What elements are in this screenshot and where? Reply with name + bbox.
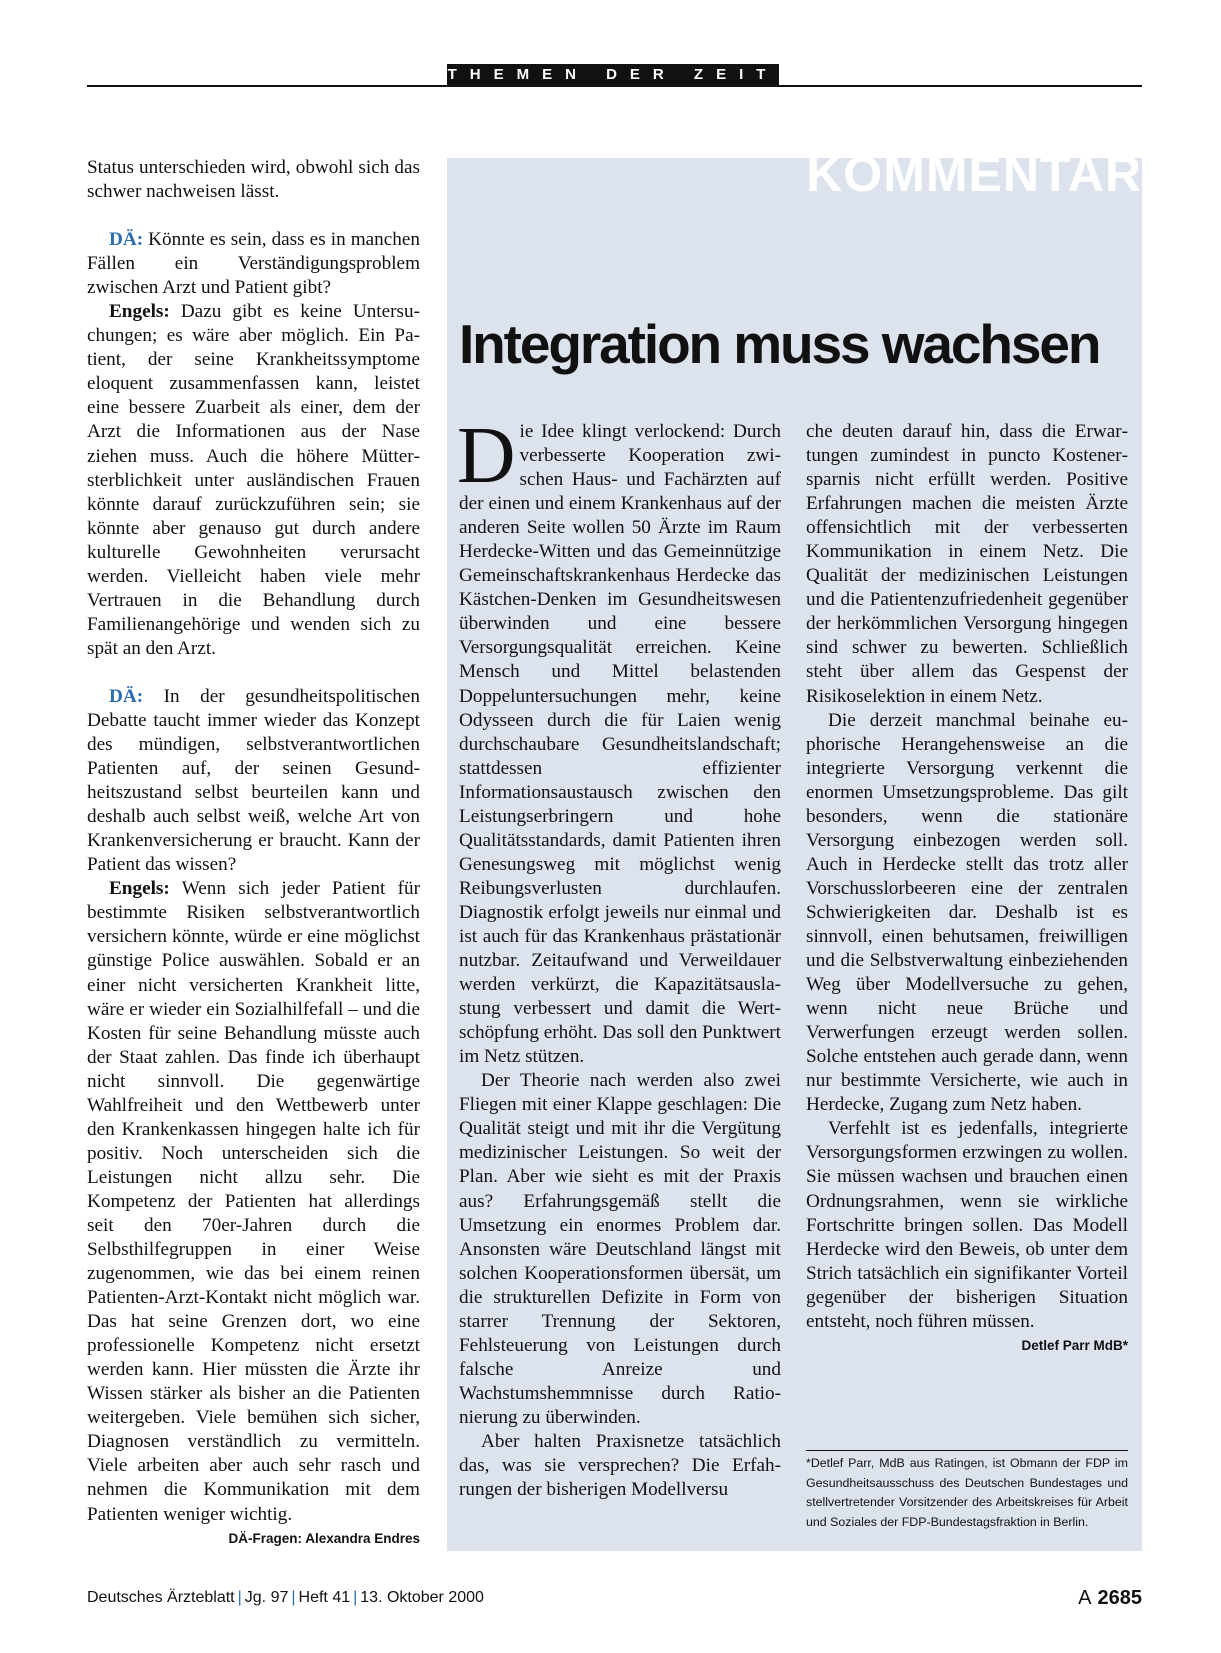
- page-footer: [87, 1586, 1142, 1610]
- commentary-paragraph: [457, 410, 781, 1069]
- interview-paragraph: [87, 228, 420, 300]
- interviewee-label: Engels:: [109, 301, 170, 323]
- commentary-paragraph: [806, 709, 1128, 1118]
- interview-paragraph: [87, 300, 420, 661]
- commentary-headline: Integration muss wachsen: [459, 313, 1100, 375]
- paragraph-text: Die derzeit manchmal beinahe euphorische Herangehensweise an die integrierte Versorgung verkennt die enormen Umsetzungsprobleme. Das gilt besonders, wenn die stationäre Versorgung einbezogen werden soll. Auch in Herdecke stellt das trotz aller Vorschusslorbeeren eine der zentralen Schwierigkeiten dar. Deshalb ist es sinnvoll, einen behutsamen, freiwilligen und die Selbstverwaltung einbeziehenden Weg über Modellversuche zu gehen, wenn nicht neue Brüche und Verwerfungen erzeugt werden sollen. Solche entstehen auch gerade dann, wenn nur bestimmte Versicherte, wie auch in Herdecke, Zugang zum Netz haben.: [806, 709, 1128, 1116]
- interviewer-label: DÄ:: [109, 685, 144, 707]
- commentary-paragraph: [459, 1430, 781, 1502]
- paragraph-text: Der Theorie nach werden also zwei Fliegen mit einer Klappe geschlagen: Die Qualität steigt und mit ihr die Vergütung medizinischer Leistungen. So weit der Plan. Aber wie sieht es mit der Praxis aus? Erfahrungsgemäß stellt die Umsetzung ein enormes Problem dar. Ansonsten wäre Deutschland längst mit solchen Kooperationsformen übersät, um die strukturellen Defizite in Form von starrer Trennung der Sektoren, Fehlsteuerung von Leistungen durch falsche Anreize und Wachstumshemmnisse durch Rationierung zu überwinden.: [459, 1070, 781, 1428]
- header-rule: [87, 85, 1142, 87]
- page-number: 2685: [1097, 1587, 1142, 1609]
- interview-paragraph: [87, 877, 420, 1546]
- section-header: THEMEN DER ZEIT: [447, 64, 779, 86]
- issue-date: 13. Oktober 2000: [360, 1589, 484, 1606]
- commentary-paragraph: [806, 1117, 1128, 1353]
- commentary-column-1: [457, 410, 781, 1502]
- interviewer-label: DÄ:: [109, 229, 144, 251]
- paragraph-text: ie Idee klingt verlockend: Durch verbesserte Kooperation zwischen Haus- und Fachärzten auf der einen und einem Krankenhaus auf der anderen Seite wollen 50 Ärzte im Raum Herdecke-Witten und das Gemeinnützige Gemeinschaftskrankenhaus Herdecke das Kästchen-Denken im Gesundheitswesen überwinden und eine bessere Versorgungsqualität erreichen. Keine Mensch und Mittel belastenden Doppeluntersuchungen mehr, keine Odysseen durch die für Laien wenig durchschaubare Gesundheitslandschaft; stattdessen effizienter Informationsaustausch zwischen den Leistungserbringern und hohe Qualitätsstandards, damit Patienten ihren Genesungsweg mit möglichst wenig Reibungsverlusten durchlaufen. Diagnostik erfolgt jeweils nur einmal und ist auch für das Krankenhaus prästationär nutzbar. Zeitaufwand und Verweildauer werden verkürzt, die Kapazitätsauslastung verbessert und damit die Wertschöpfung erhöht. Das soll den Punktwert im Netz stützen.: [459, 421, 781, 1068]
- paragraph-text: In der gesundheitspolitischen Debatte taucht immer wieder das Konzept des mündigen, selbstverantwortlichen Patienten auf, der seinen Gesundheitszustand selbst beurteilen kann und deshalb auch selbst weiß, welche Art von Krankenversicherung er braucht. Kann der Patient das wissen?: [87, 685, 420, 876]
- paragraph-text: Wenn sich jeder Patient für bestimmte Risiken selbstverantwortlich versichern könnte, würde er eine möglichst günstige Police auswählen. Sobald er an einer nicht versicherten Krankheit litte, wäre er wieder ein Sozialhilfefall – und die Kosten für seine Behandlung müsste auch der Staat zahlen. Das finde ich überhaupt nicht sinnvoll. Die gegenwärtige Wahlfreiheit und den Wettbewerb unter den Krankenkassen hingegen halte ich für positiv. Noch unterscheiden sich die Leistungen nicht allzu sehr. Die Kompetenz der Patienten hat allerdings seit den 70er-Jahren durch die Selbsthilfegruppen in einer Weise zugenommen, wie das bei einem reinen Patienten-Arzt-Kontakt nicht möglich war. Das hat seine Grenzen dort, wo eine professionelle Kompetenz nicht ersetzt werden kann. Hier müssten die Ärzte ihr Wissen stärker als bisher an die Patienten weitergeben. Viele bemühen sich sicher, Diagnosen verständlich zu vermitteln. Viele arbeiten aber auch sehr rasch und nehmen die Kommunikation mit dem Patienten weniger wichtig.: [87, 878, 420, 1525]
- journal-volume: Jg. 97: [244, 1589, 289, 1606]
- kommentar-kicker: KOMMENTAR: [806, 146, 1142, 202]
- interviewee-label: Engels:: [109, 878, 170, 900]
- drop-cap: D: [457, 410, 516, 500]
- footer-separator: |: [237, 1589, 242, 1606]
- author-signature: Detlef Parr MdB*: [1021, 1337, 1128, 1353]
- interview-credit: DÄ-Fragen: Alexandra Endres: [228, 1530, 420, 1546]
- footnote-rule: [806, 1450, 1128, 1451]
- commentary-column-2: [806, 420, 1128, 1358]
- footer-separator: |: [353, 1589, 358, 1606]
- journal-name: Deutsches Ärzteblatt: [87, 1589, 235, 1606]
- interview-paragraph: [87, 156, 420, 204]
- author-footnote: *Detlef Parr, MdB aus Ratingen, ist Obmann der FDP im Gesundheitsausschuss des Deutschen Bundestages und stellvertretender Vorsitzender des Arbeitskreises für Arbeit und Soziales der FDP-Bundestagsfraktion in Berlin.: [806, 1456, 1128, 1529]
- paragraph-text: Status unterschieden wird, obwohl sich das schwer nachweisen lässt.: [87, 157, 420, 203]
- page-prefix: A: [1078, 1587, 1092, 1609]
- commentary-paragraph: [459, 1069, 781, 1430]
- paragraph-text: Aber halten Praxisnetze tatsächlich das, was sie versprechen? Die Erfahrungen der bisherigen Modellversu: [459, 1430, 781, 1501]
- journal-issue: Heft 41: [298, 1589, 351, 1606]
- page-number-group: [1078, 1586, 1142, 1612]
- footer-separator: |: [291, 1589, 296, 1606]
- paragraph-text: che deuten darauf hin, dass die Erwartungen zumindest in puncto Kostenersparnis nicht erfüllt werden. Positive Erfahrungen machen die meisten Ärzte offensichtlich mit der verbesserten Kommunikation in einem Netz. Die Qualität der medizinischen Leistungen und die Patientenzufriedenheit gegenüber der herkömmlichen Versorgung hingegen sind schwer zu bewerten. Schließlich steht über allem das Gespenst der Risikoselektion in einem Netz.: [806, 421, 1128, 707]
- paragraph-text: Dazu gibt es keine Untersuchungen; es wäre aber möglich. Ein Patient, der seine Krankheitssymptome eloquent zusammenfassen kann, leistet eine bessere Zuarbeit als einer, dem der Arzt die Informationen aus der Nase ziehen muss. Auch die höhere Müttersterblichkeit unter ausländischen Frauen könnte darauf zurückzuführen sein; sie könnte aber genauso gut durch andere kulturelle Gewohnheiten verursacht werden. Vielleicht haben viele mehr Vertrauen in die Behandlung durch Familienangehörige und wenden sich zu spät an den Arzt.: [87, 301, 420, 659]
- interview-column: [87, 156, 420, 1551]
- paragraph-text: Verfehlt ist es jedenfalls, integrierte Versorgungsformen erzwingen zu wollen. Sie müssen wachsen und brauchen einen Ordnungsrahmen, wenn sie wirkliche Fortschritte bringen sollen. Das Modell Herdecke wird den Beweis, ob unter dem Strich tatsächlich ein signifikanter Vorteil gegenüber der bisherigen Situation entsteht, noch führen müssen.: [806, 1118, 1128, 1332]
- paragraph-text: Könnte es sein, dass es in manchen Fällen ein Verständigungsproblem zwischen Arzt und Patient gibt?: [87, 229, 420, 299]
- interview-paragraph: [87, 685, 420, 877]
- commentary-paragraph: [806, 420, 1128, 709]
